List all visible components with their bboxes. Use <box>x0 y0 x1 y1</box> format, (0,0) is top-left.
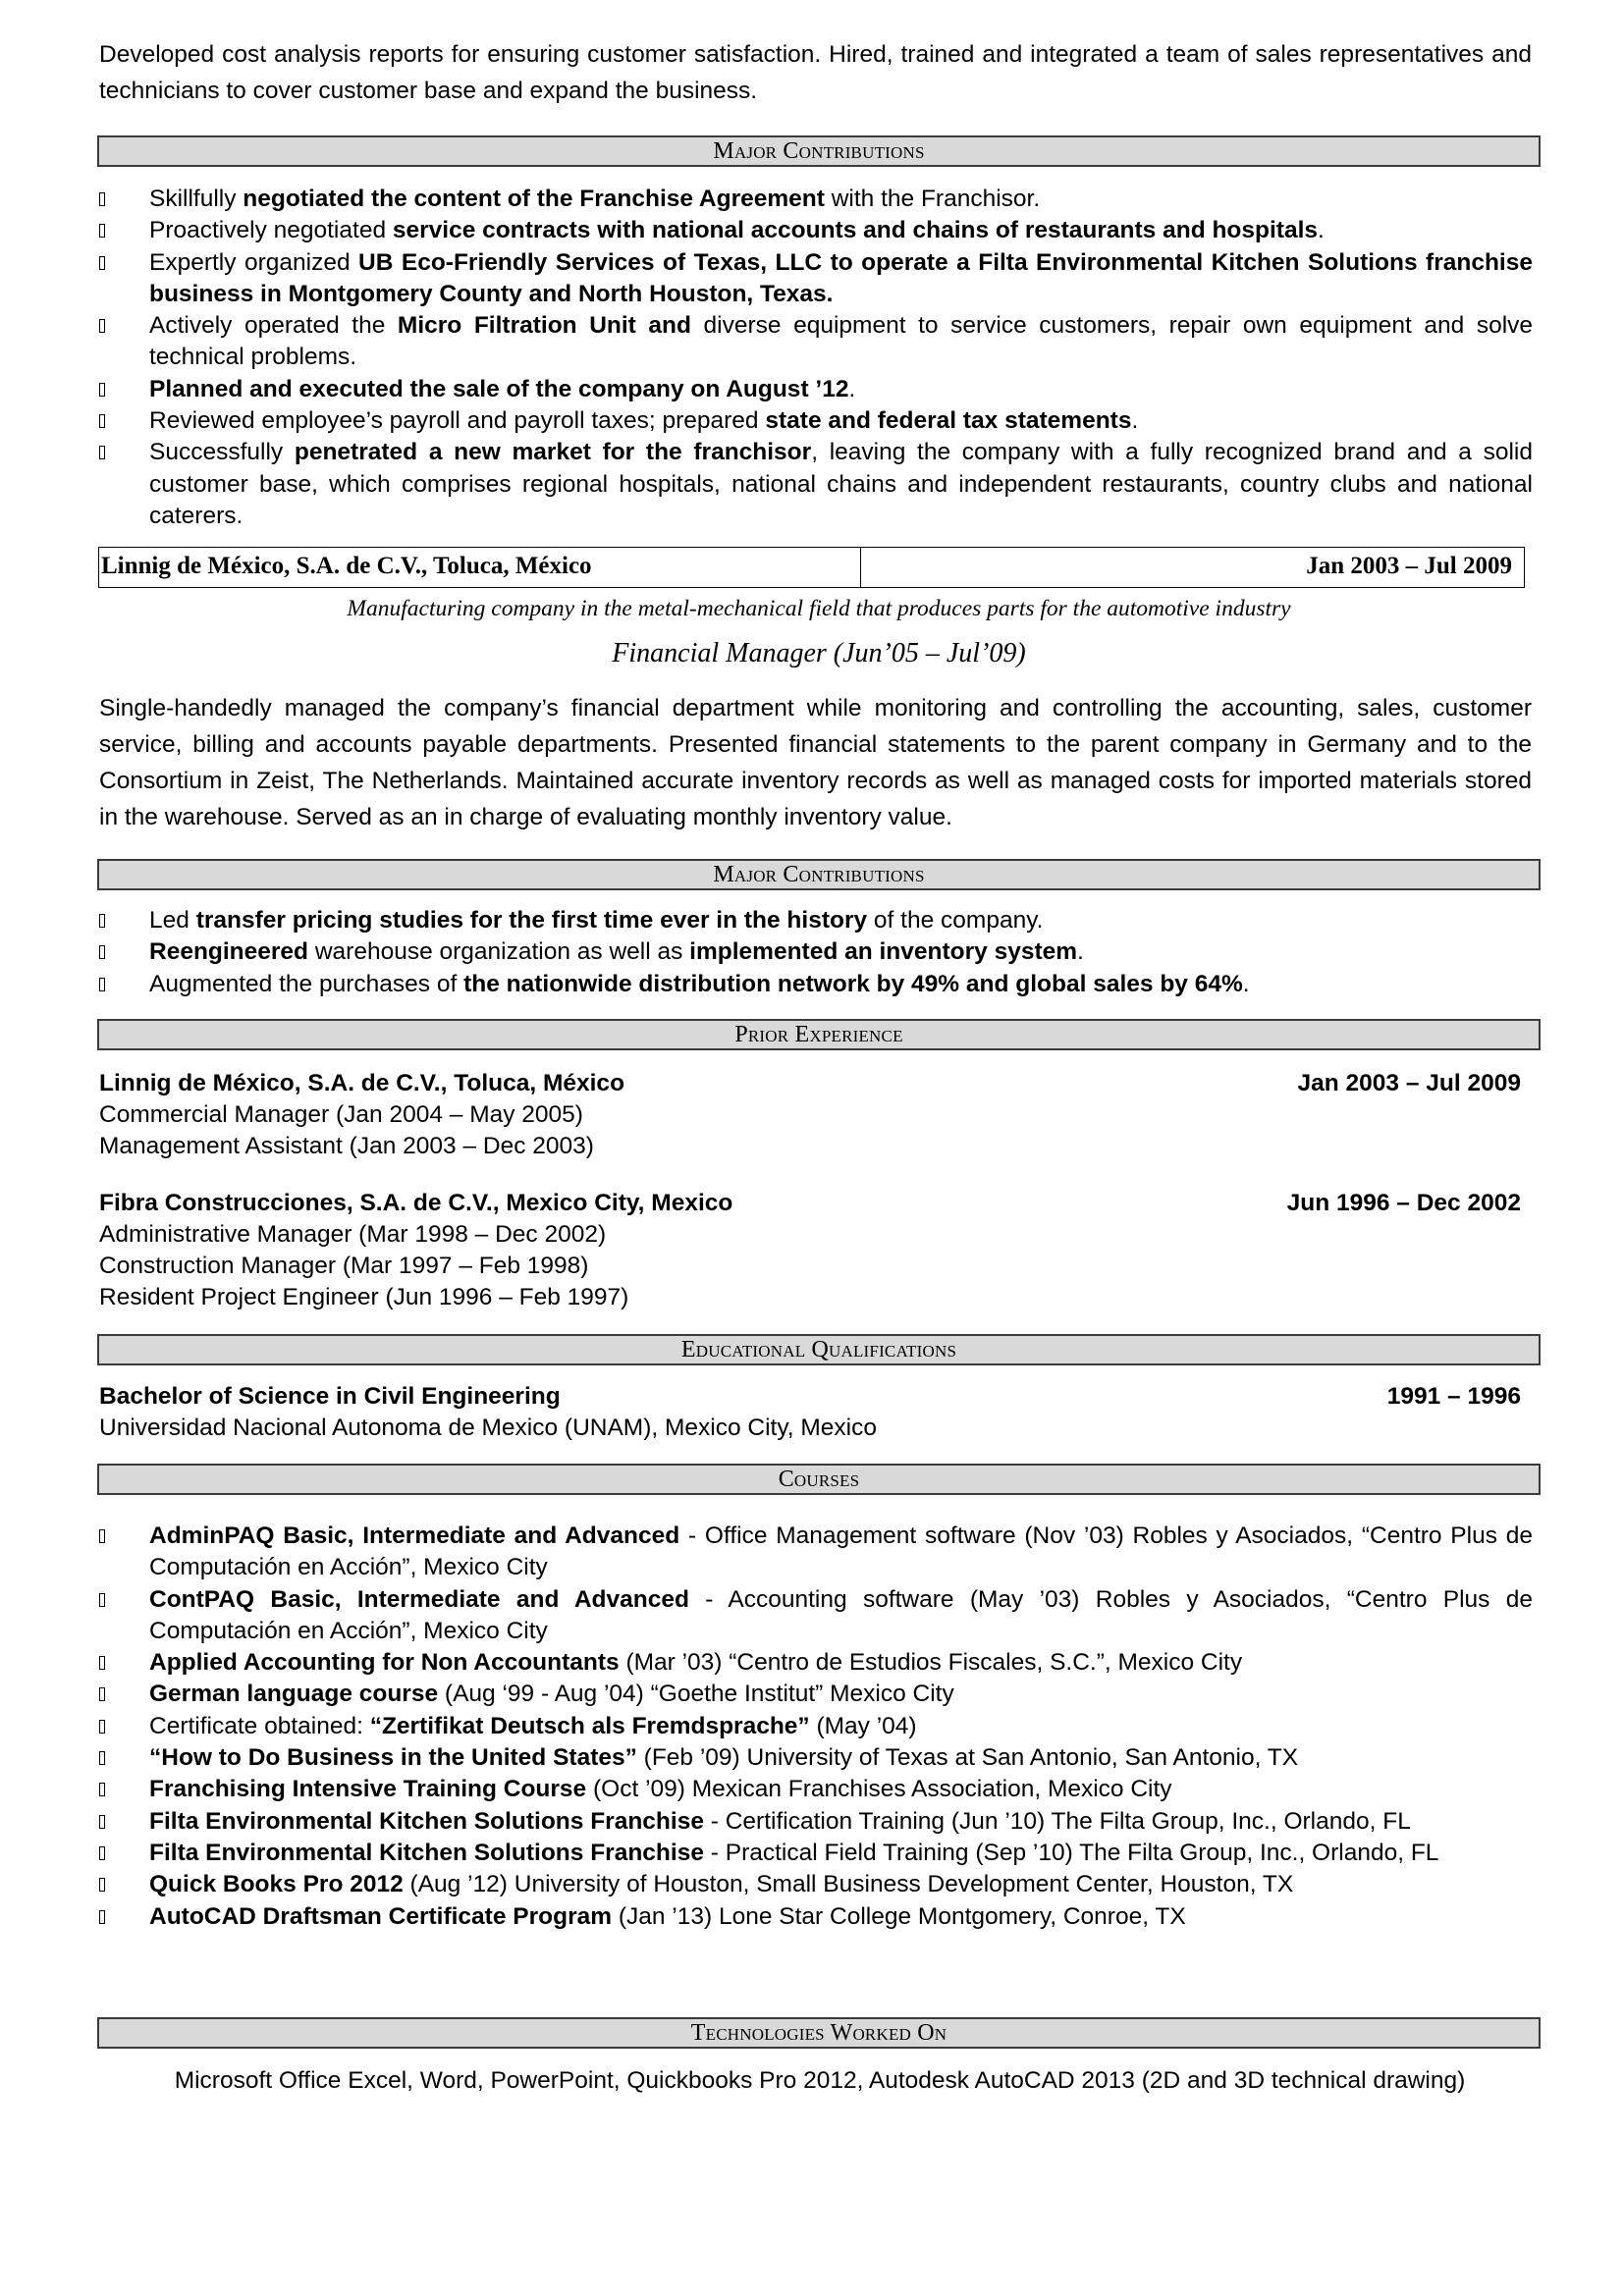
bold-text: “How to Do Business in the United States” <box>149 1744 637 1772</box>
bullet-icon <box>99 1720 105 1734</box>
bullet-icon <box>99 1910 105 1924</box>
prior-company-name: Linnig de México, S.A. de C.V., Toluca, México <box>99 1070 625 1096</box>
text: . <box>1318 217 1325 244</box>
text: (Aug ‘99 - Aug ’04) “Goethe Institut” Mexico City <box>438 1681 954 1708</box>
intro-paragraph: Developed cost analysis reports for ensuring customer satisfaction. Hired, trained and integrated a team of sales representatives and technicians to cover customer base and expand the business. <box>99 41 1532 104</box>
text: , leaving the company with a fully recognized brand and a solid customer base, which comprises regional hospitals, national chains and independent restaurants, country clubs and national caterers. <box>149 439 1533 529</box>
list-item <box>97 310 1533 374</box>
section-title: Major Contributions <box>713 138 925 164</box>
bold-text: Applied Accounting for Non Accountants <box>149 1649 620 1677</box>
section-header-education <box>97 1334 1541 1365</box>
prior-role: Management Assistant (Jan 2003 – Dec 2003) <box>99 1133 594 1159</box>
job-title: Financial Manager (Jun’05 – Jul’09) <box>612 638 1026 668</box>
section-header-prior-experience <box>97 1019 1541 1050</box>
text: - Accounting software (May ’03) Robles y Asociados, “Centro Plus de Computación en Acción”, Mexico City <box>149 1585 1533 1644</box>
education-entry <box>99 1381 1521 1444</box>
text: (Feb ’09) University of Texas at San Antonio, San Antonio, TX <box>636 1744 1299 1772</box>
bold-text: Planned and executed the sale of the company on August ’12 <box>149 375 849 402</box>
bold-text: negotiated the content of the Franchise Agreement <box>243 186 825 212</box>
bold-text: the nationwide distribution network by 49% and global sales by 64% <box>463 970 1243 997</box>
list-item <box>97 215 1533 246</box>
text: of the company. <box>867 907 1044 934</box>
text: (Mar ’03) “Centro de Estudios Fiscales, S.C.”, Mexico City <box>619 1649 1243 1677</box>
bullet-icon <box>99 256 105 270</box>
text: Skillfully <box>149 186 244 212</box>
education-years: 1991 – 1996 <box>1386 1383 1521 1410</box>
prior-role: Commercial Manager (Jan 2004 – May 2005) <box>99 1101 583 1128</box>
bold-text: Reengineered <box>149 938 309 966</box>
text: . <box>1077 938 1084 966</box>
company-dates: Jan 2003 – Jul 2009 <box>1306 553 1512 579</box>
bullet-icon <box>99 192 105 206</box>
list-item <box>97 247 1533 311</box>
bullet-icon <box>99 383 105 397</box>
section-title: Courses <box>778 1467 860 1492</box>
section-title: Major Contributions <box>713 862 925 887</box>
bold-text: Filta Environmental Kitchen Solutions Franchise <box>149 1839 704 1866</box>
degree: Bachelor of Science in Civil Engineering <box>99 1383 561 1410</box>
bold-text: Franchising Intensive Training Course <box>149 1776 587 1803</box>
company-header-table <box>98 547 1525 588</box>
text: Certificate obtained: <box>149 1712 370 1739</box>
prior-company-name: Fibra Construcciones, S.A. de C.V., Mexico City, Mexico <box>99 1190 733 1216</box>
bullet-icon <box>99 446 105 459</box>
text: (May ’04) <box>809 1712 917 1739</box>
bullet-icon <box>99 1751 105 1765</box>
job-summary: Single-handedly managed the company’s financial department while monitoring and controlling the accounting, sales, customer service, billing and accounts payable departments. Presented financial statements to the parent company in Germany and to the Consortium in Zeist, The Netherlands. Maintained accurate inventory records as well as managed costs for imported materials stored in the warehouse. Served as an in charge of evaluating monthly inventory value. <box>99 695 1532 830</box>
list-item <box>97 969 1533 1000</box>
bullet-icon <box>99 945 105 959</box>
school: Universidad Nacional Autonoma de Mexico (UNAM), Mexico City, Mexico <box>99 1415 877 1441</box>
bullet-icon <box>99 1783 105 1796</box>
text: Actively operated the <box>149 312 398 340</box>
list-item <box>97 1901 1533 1933</box>
bold-text: ContPAQ Basic, Intermediate and Advanced <box>149 1585 689 1613</box>
list-item <box>97 1647 1533 1679</box>
bold-text: German language course <box>149 1681 439 1708</box>
text: Proactively negotiated <box>149 217 393 244</box>
list-item <box>97 1806 1533 1838</box>
list-item <box>97 1584 1533 1648</box>
section-title: Prior Experience <box>734 1022 903 1047</box>
section-title: Technologies Worked On <box>690 2020 947 2046</box>
text: Expertly organized <box>149 248 359 276</box>
text: - Practical Field Training (Sep ’10) The Filta Group, Inc., Orlando, FL <box>703 1839 1439 1866</box>
text: Led <box>149 907 196 934</box>
section-header-courses <box>97 1464 1541 1495</box>
list-item <box>97 1521 1533 1584</box>
contributions-list <box>97 184 1533 532</box>
bullet-icon <box>99 914 105 928</box>
company-description: Manufacturing company in the metal-mechanical field that produces parts for the automotive industry <box>347 596 1291 621</box>
list-item <box>97 1838 1533 1869</box>
bullet-icon <box>99 1878 105 1892</box>
list-item <box>97 1679 1533 1710</box>
list-item <box>97 1742 1533 1774</box>
section-header-technologies <box>97 2017 1541 2049</box>
prior-job-entry <box>99 1068 1521 1162</box>
bold-text: Micro Filtration Unit and <box>397 312 691 340</box>
bold-text: UB Eco-Friendly Services of Texas, LLC to operate a Filta Environmental Kitchen Solutions franchise business in Montgomery County and North Houston, Texas. <box>149 248 1533 307</box>
bullet-icon <box>99 1687 105 1701</box>
bold-text: transfer pricing studies for the first time ever in the history <box>195 907 868 934</box>
prior-company-dates: Jan 2003 – Jul 2009 <box>1297 1070 1521 1096</box>
bullet-icon <box>99 1815 105 1829</box>
company-name: Linnig de México, S.A. de C.V., Toluca, México <box>99 548 861 587</box>
bullet-icon <box>99 224 105 238</box>
bold-text: service contracts with national accounts and chains of restaurants and hospitals <box>392 217 1319 244</box>
contributions-list <box>97 905 1533 1000</box>
bold-text: implemented an inventory system <box>689 938 1078 966</box>
bold-text: Filta Environmental Kitchen Solutions Franchise <box>149 1807 704 1835</box>
prior-company-dates: Jun 1996 – Dec 2002 <box>1286 1190 1521 1216</box>
bullet-icon <box>99 1846 105 1860</box>
text: (Oct ’09) Mexican Franchises Association, Mexico City <box>586 1776 1172 1803</box>
list-item <box>97 1774 1533 1805</box>
bullet-icon <box>99 1593 105 1607</box>
bullet-icon <box>99 1529 105 1543</box>
text: with the Franchisor. <box>824 186 1041 212</box>
text: . <box>1242 970 1250 997</box>
bold-text: state and federal tax statements <box>765 407 1132 435</box>
list-item <box>97 405 1533 437</box>
prior-role: Resident Project Engineer (Jun 1996 – Feb 1997) <box>99 1284 629 1310</box>
list-item <box>97 936 1533 968</box>
text: . <box>848 375 856 402</box>
bold-text: penetrated a new market for the franchisor <box>294 439 812 466</box>
section-header-major-contributions <box>97 859 1541 890</box>
prior-job-entry <box>99 1188 1521 1313</box>
list-item <box>97 437 1533 532</box>
section-title: Educational Qualifications <box>680 1337 957 1362</box>
text: diverse equipment to service customers, repair own equipment and solve technical problems. <box>149 312 1534 371</box>
text: Augmented the purchases of <box>149 970 464 997</box>
list-item <box>97 374 1533 405</box>
bold-text: Quick Books Pro 2012 <box>149 1871 404 1898</box>
text: . <box>1131 407 1139 435</box>
text: - Office Management software (Nov ’03) Robles y Asociados, “Centro Plus de Computación en Acción”, Mexico City <box>149 1522 1533 1581</box>
bullet-icon <box>99 319 105 333</box>
bullet-icon <box>99 1656 105 1670</box>
technologies-text: Microsoft Office Excel, Word, PowerPoint, Quickbooks Pro 2012, Autodesk AutoCAD 2013 (2D and 3D technical drawing) <box>174 2067 1466 2094</box>
list-item <box>97 1711 1533 1742</box>
text: Successfully <box>149 439 295 466</box>
text: (Aug ’12) University of Houston, Small Business Development Center, Houston, TX <box>403 1871 1294 1898</box>
text: warehouse organization as well as <box>308 938 690 966</box>
text: - Certification Training (Jun ’10) The Filta Group, Inc., Orlando, FL <box>703 1807 1411 1835</box>
list-item <box>97 905 1533 936</box>
bold-text: “Zertifikat Deutsch als Fremdsprache” <box>369 1712 810 1739</box>
prior-role: Construction Manager (Mar 1997 – Feb 1998) <box>99 1253 589 1279</box>
bold-text: AdminPAQ Basic, Intermediate and Advanced <box>149 1522 680 1549</box>
bullet-icon <box>99 978 105 991</box>
courses-list <box>97 1521 1533 1933</box>
bold-text: AutoCAD Draftsman Certificate Program <box>149 1902 613 1930</box>
text: Reviewed employee’s payroll and payroll taxes; prepared <box>149 407 766 435</box>
list-item <box>97 184 1533 215</box>
bullet-icon <box>99 414 105 428</box>
list-item <box>97 1869 1533 1900</box>
text: (Jan ’13) Lone Star College Montgomery, Conroe, TX <box>612 1902 1186 1930</box>
section-header-major-contributions <box>97 135 1541 167</box>
prior-role: Administrative Manager (Mar 1998 – Dec 2002) <box>99 1221 607 1248</box>
